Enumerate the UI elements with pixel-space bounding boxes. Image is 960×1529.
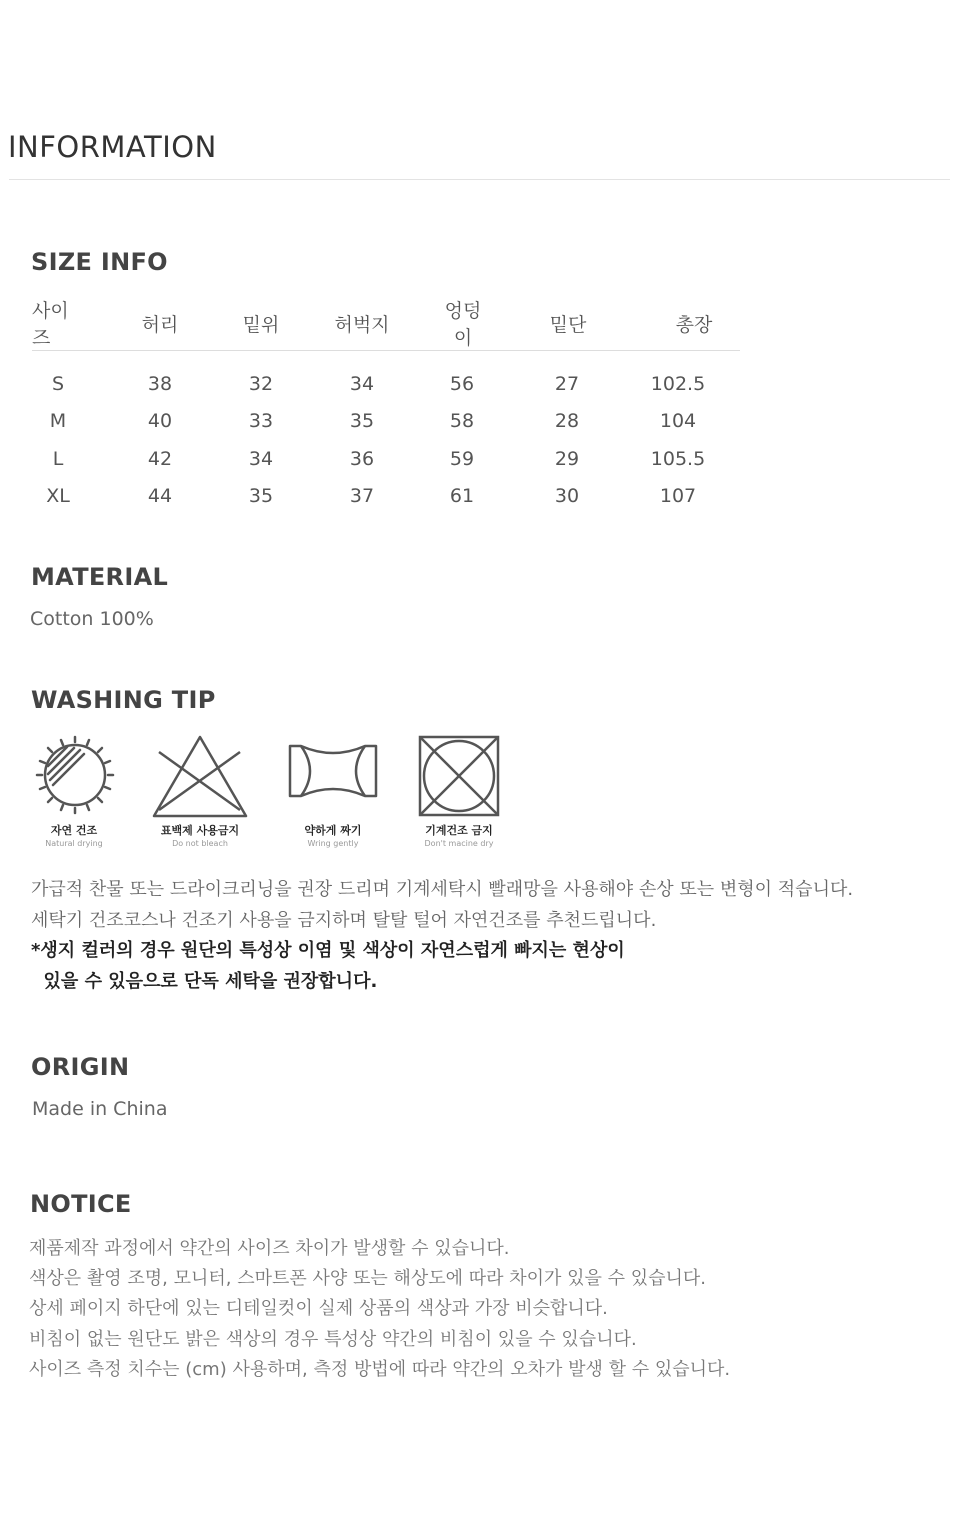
cell-size: L — [52, 448, 64, 470]
washing-warning-line: *생지 컬러의 경우 원단의 특성상 이염 및 색상이 자연스럽게 빠지는 현상이 — [31, 940, 625, 961]
table-row — [32, 366, 740, 403]
wash-sublabel: Natural drying — [45, 839, 103, 848]
cell-hip: 56 — [449, 373, 475, 395]
wring-gently-icon — [281, 734, 385, 814]
washing-warning-line: 있을 수 있음으로 단독 세탁을 권장합니다. — [31, 970, 378, 992]
cell-hip: 58 — [449, 410, 475, 432]
cell-rise: 32 — [248, 373, 274, 395]
cell-rise: 33 — [248, 410, 274, 432]
washing-tip-title: WASHING TIP — [31, 686, 216, 714]
col-header-hem: 밑단 — [488, 296, 648, 351]
cell-length: 105.5 — [650, 448, 706, 470]
cell-hem: 28 — [554, 410, 580, 432]
notice-title: NOTICE — [30, 1190, 132, 1218]
col-header-rise: 밑위 — [236, 296, 286, 351]
material-title: MATERIAL — [31, 563, 169, 591]
title-divider — [9, 179, 950, 180]
origin-title: ORIGIN — [31, 1053, 130, 1081]
cell-hip: 59 — [449, 448, 475, 470]
table-row — [32, 478, 740, 515]
natural-drying-icon — [22, 734, 126, 820]
cell-thigh: 37 — [349, 485, 375, 507]
washing-icons — [28, 734, 528, 854]
col-header-hip: 엉덩이 — [438, 296, 488, 351]
size-info-title: SIZE INFO — [31, 248, 168, 276]
cell-waist: 40 — [147, 410, 173, 432]
wash-sublabel: Wring gently — [307, 839, 359, 848]
wash-item-no-machine-dry — [407, 734, 511, 848]
col-header-waist: 허리 — [84, 296, 236, 351]
wash-item-no-bleach — [148, 734, 252, 848]
no-bleach-icon — [148, 734, 252, 820]
cell-thigh: 34 — [349, 373, 375, 395]
cell-waist: 42 — [147, 448, 173, 470]
cell-hem: 27 — [554, 373, 580, 395]
cell-size: M — [49, 410, 67, 432]
col-header-size: 사이즈 — [32, 296, 84, 351]
no-machine-dry-icon — [407, 734, 511, 820]
wash-label: 자연 건조 — [50, 824, 98, 837]
cell-rise: 35 — [248, 485, 274, 507]
material-value: Cotton 100% — [30, 608, 154, 630]
notice-item: 제품제작 과정에서 약간의 사이즈 차이가 발생할 수 있습니다. — [29, 1238, 510, 1259]
cell-length: 104 — [659, 410, 697, 432]
origin-value: Made in China — [32, 1098, 168, 1120]
notice-item: 비침이 없는 원단도 밝은 색상의 경우 특성상 약간의 비침이 있을 수 있습니다. — [29, 1328, 637, 1350]
washing-line: 세탁기 건조코스나 건조기 사용을 금지하며 탈탈 털어 자연건조를 추천드립니다. — [31, 909, 657, 931]
cell-thigh: 35 — [349, 410, 375, 432]
cell-hip: 61 — [449, 485, 475, 507]
cell-hem: 29 — [554, 448, 580, 470]
table-row — [32, 403, 740, 440]
notice-list — [29, 1234, 730, 1385]
wash-sublabel: Do not bleach — [172, 839, 228, 848]
cell-size: S — [51, 373, 65, 395]
size-table — [32, 296, 740, 351]
col-header-thigh: 허벅지 — [286, 296, 438, 351]
washing-line: 가급적 찬물 또는 드라이크리닝을 권장 드리며 기계세탁시 빨래망을 사용해야 손상 또는 변형이 적습니다. — [31, 879, 854, 900]
cell-length: 107 — [659, 485, 697, 507]
wash-item-natural-drying — [22, 734, 126, 848]
wash-label: 표백제 사용금지 — [160, 824, 240, 837]
notice-item: 색상은 촬영 조명, 모니터, 스마트폰 사양 또는 해상도에 따라 차이가 있을 수 있습니다. — [29, 1268, 707, 1290]
table-row — [32, 441, 740, 478]
wash-sublabel: Don't macine dry — [424, 839, 494, 848]
wash-item-wring-gently — [281, 734, 385, 848]
wash-label: 기계건조 금지 — [425, 824, 493, 837]
col-header-length: 총장 — [648, 296, 740, 351]
cell-hem: 30 — [554, 485, 580, 507]
notice-item: 상세 페이지 하단에 있는 디테일컷이 실제 상품의 색상과 가장 비슷합니다. — [29, 1298, 608, 1320]
cell-thigh: 36 — [349, 448, 375, 470]
washing-instructions — [31, 875, 853, 997]
notice-item: 사이즈 측정 치수는 (cm) 사용하며, 측정 방법에 따라 약간의 오차가 발생 할 수 있습니다. — [29, 1358, 731, 1380]
cell-rise: 34 — [248, 448, 274, 470]
page-title: INFORMATION — [8, 130, 217, 164]
size-table-header-row — [32, 296, 740, 351]
size-table-body — [32, 366, 740, 516]
wash-label: 약하게 짜기 — [304, 824, 362, 837]
cell-waist: 38 — [147, 373, 173, 395]
cell-waist: 44 — [147, 485, 173, 507]
cell-size: XL — [46, 485, 70, 507]
cell-length: 102.5 — [650, 373, 706, 395]
